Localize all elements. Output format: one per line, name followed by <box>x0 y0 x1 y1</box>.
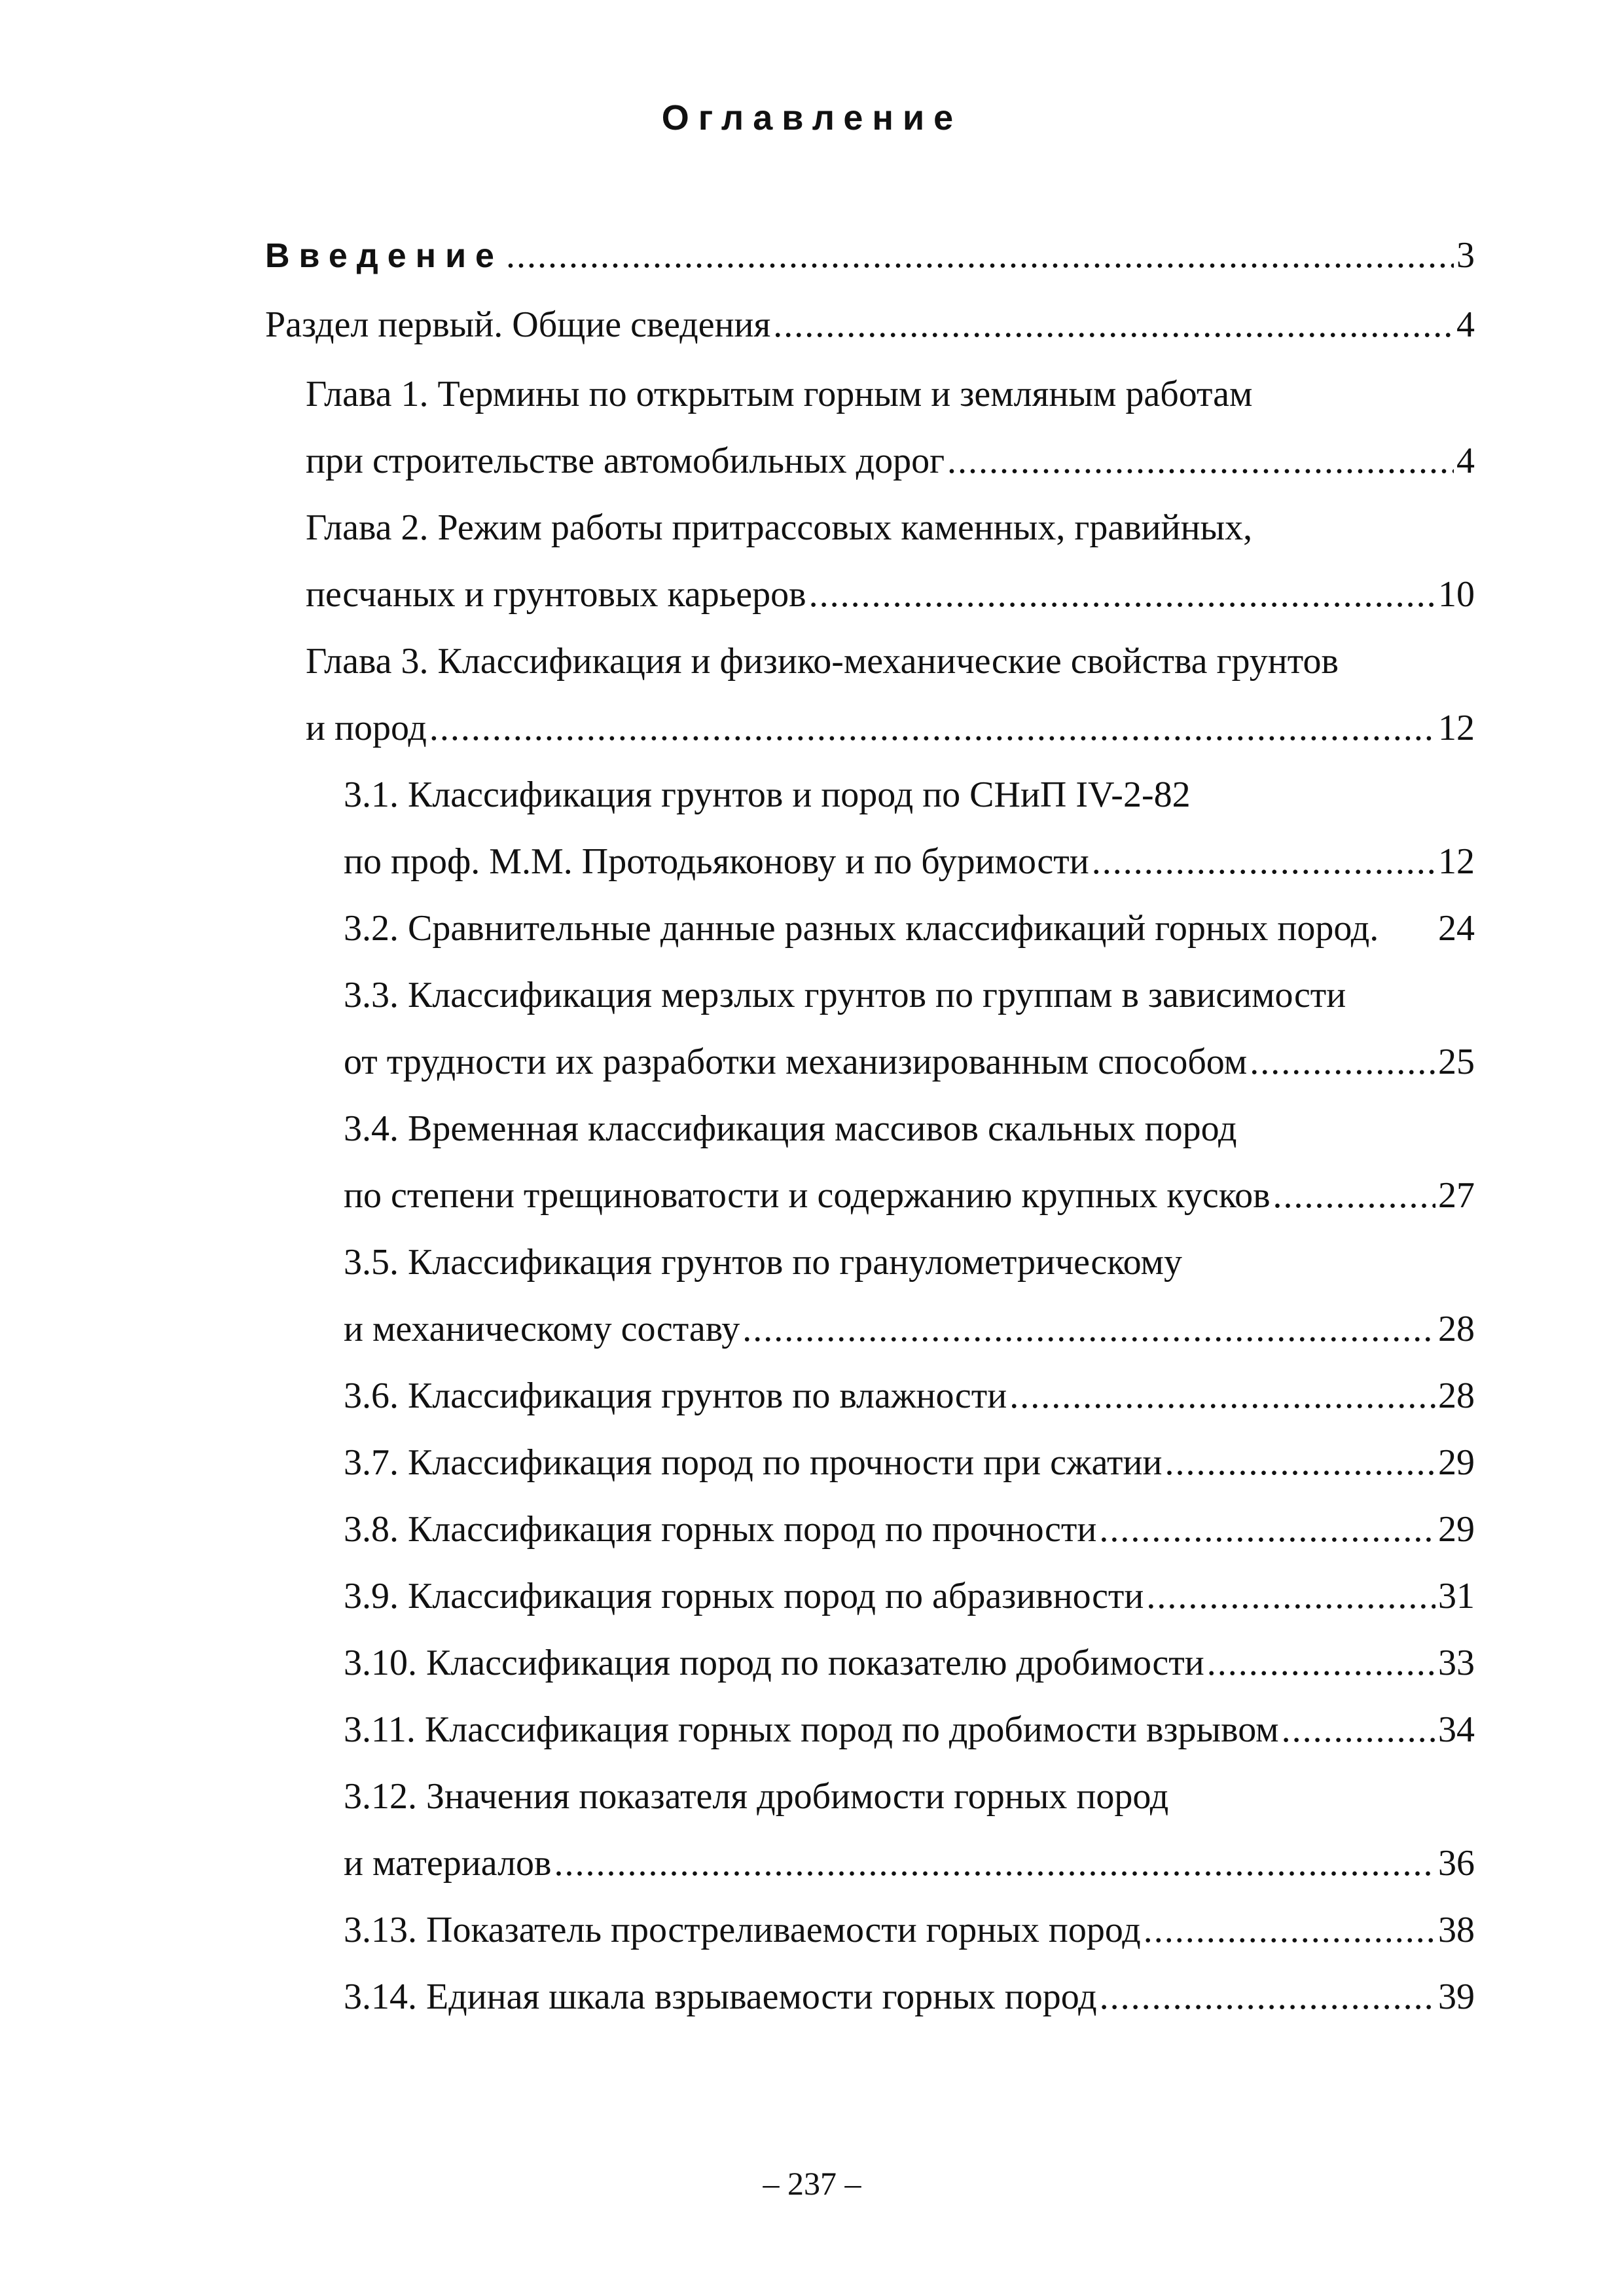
toc-leader-dots <box>809 562 1435 627</box>
toc-leader-dots <box>554 1831 1435 1896</box>
toc-entry-3-14[interactable] <box>344 1964 1475 2030</box>
toc-leader-dots <box>1250 1029 1435 1095</box>
toc-leader-dots <box>1273 1163 1435 1228</box>
page-number: – 237 – <box>763 2165 861 2202</box>
toc-page-number: 38 <box>1438 1910 1475 1950</box>
toc-entry-3-9[interactable] <box>344 1563 1475 1629</box>
toc-entry-ch1-line1[interactable]: Глава 1. Термины по открытым горным и земляным работам <box>306 374 1253 414</box>
toc-entry-label: при строительстве автомобильных дорог <box>306 441 945 481</box>
toc-entry-3-4-line1[interactable]: 3.4. Временная классификация массивов скальных пород <box>344 1108 1237 1149</box>
page-title: Оглавление <box>661 98 963 137</box>
toc-entry-3-3[interactable] <box>344 1029 1475 1095</box>
toc-leader-dots <box>1144 1897 1435 1963</box>
toc-page-number: 28 <box>1438 1309 1475 1349</box>
toc-entry-intro[interactable] <box>265 223 1475 288</box>
toc-page-number: 27 <box>1438 1175 1475 1216</box>
toc-entry-label: 3.14. Единая шкала взрываемости горных пород <box>344 1977 1097 2017</box>
toc-entry-3-8[interactable] <box>344 1497 1475 1562</box>
toc-entry-3-5[interactable] <box>344 1296 1475 1362</box>
toc-entry-ch1[interactable] <box>306 428 1475 494</box>
toc-entry-label: песчаных и грунтовых карьеров <box>306 574 806 615</box>
toc-entry-3-2[interactable] <box>344 896 1475 961</box>
toc-entry-ch2[interactable] <box>306 562 1475 627</box>
toc-leader-dots <box>429 695 1435 761</box>
toc-page-number: 36 <box>1438 1843 1475 1884</box>
toc-entry-label: по проф. М.М. Протодьяконову и по буримости <box>344 841 1089 882</box>
toc-page-number: 4 <box>1456 304 1475 345</box>
toc-page-number: 4 <box>1456 441 1475 481</box>
toc-entry-3-1[interactable] <box>344 829 1475 894</box>
toc-entry-ch2-line1[interactable]: Глава 2. Режим работы притрассовых каменных, гравийных, <box>306 507 1253 548</box>
toc-entry-label: 3.8. Классификация горных пород по прочности <box>344 1509 1097 1550</box>
toc-entry-part1[interactable] <box>265 292 1475 357</box>
toc-entry-label: 3.11. Классификация горных пород по дробимости взрывом <box>344 1709 1279 1750</box>
toc-entry-label: Раздел первый. Общие сведения <box>265 304 771 345</box>
toc-entry-3-3-line1[interactable]: 3.3. Классификация мерзлых грунтов по группам в зависимости <box>344 975 1346 1015</box>
toc-leader-dots <box>1092 829 1435 894</box>
toc-entry-label: 3.13. Показатель простреливаемости горных пород <box>344 1910 1141 1950</box>
toc-entry-label: и механическому составу <box>344 1309 740 1349</box>
toc-entry-3-5-line1[interactable]: 3.5. Классификация грунтов по гранулометрическому <box>344 1242 1182 1283</box>
toc-entry-label: и пород <box>306 708 427 748</box>
toc-entry-label: Введение <box>265 237 503 275</box>
toc-page-number: 3 <box>1456 235 1475 276</box>
toc-entry-3-6[interactable] <box>344 1363 1475 1429</box>
toc-entry-3-11[interactable] <box>344 1697 1475 1762</box>
toc-entry-label: 3.9. Классификация горных пород по абразивности <box>344 1576 1144 1616</box>
toc-entry-label: 3.6. Классификация грунтов по влажности <box>344 1376 1007 1416</box>
toc-entry-3-7[interactable] <box>344 1430 1475 1495</box>
toc-entry-3-12-line1[interactable]: 3.12. Значения показателя дробимости горных пород <box>344 1776 1169 1817</box>
toc-entry-label: и материалов <box>344 1843 552 1884</box>
toc-entry-3-4[interactable] <box>344 1163 1475 1228</box>
toc-leader-dots <box>947 428 1454 494</box>
toc-leader-dots <box>1100 1964 1435 2030</box>
toc-entry-label: 3.10. Классификация пород по показателю дробимости <box>344 1643 1204 1683</box>
toc-page-number: 12 <box>1438 708 1475 748</box>
toc-page-number: 39 <box>1438 1977 1475 2017</box>
toc-leader-dots <box>1282 1697 1435 1762</box>
toc-page-number: 25 <box>1438 1042 1475 1082</box>
toc-page-number: 29 <box>1438 1509 1475 1550</box>
toc-entry-3-1-line1[interactable]: 3.1. Классификация грунтов и пород по СНиП IV-2-82 <box>344 774 1191 815</box>
toc-entry-3-12[interactable] <box>344 1831 1475 1896</box>
toc-entry-label: 3.2. Сравнительные данные разных классификаций горных пород. <box>344 908 1379 949</box>
toc-page-number: 10 <box>1438 574 1475 615</box>
toc-entry-label: по степени трещиноватости и содержанию крупных кусков <box>344 1175 1271 1216</box>
toc-leader-dots <box>1146 1563 1435 1629</box>
toc-leader-dots <box>1164 1430 1435 1495</box>
toc-entry-3-13[interactable] <box>344 1897 1475 1963</box>
toc-entry-ch3-line1[interactable]: Глава 3. Классификация и физико-механические свойства грунтов <box>306 641 1339 682</box>
toc-leader-dots <box>773 292 1454 357</box>
toc-leader-dots <box>1207 1630 1435 1696</box>
toc-leader-dots <box>506 223 1454 288</box>
toc-page-number: 34 <box>1438 1709 1475 1750</box>
toc-page-number: 29 <box>1438 1442 1475 1483</box>
toc-leader-dots <box>1099 1497 1435 1562</box>
toc-page-number: 33 <box>1438 1643 1475 1683</box>
toc-page-number: 24 <box>1438 908 1475 949</box>
toc-page-number: 28 <box>1438 1376 1475 1416</box>
toc-page-number: 31 <box>1438 1576 1475 1616</box>
toc-leader-dots <box>742 1296 1435 1362</box>
toc-entry-label: от трудности их разработки механизированным способом <box>344 1042 1248 1082</box>
toc-page-number: 12 <box>1438 841 1475 882</box>
toc-entry-label: 3.7. Классификация пород по прочности при сжатии <box>344 1442 1163 1483</box>
toc-entry-ch3[interactable] <box>306 695 1475 761</box>
toc-entry-3-10[interactable] <box>344 1630 1475 1696</box>
toc-leader-dots <box>1009 1363 1435 1429</box>
